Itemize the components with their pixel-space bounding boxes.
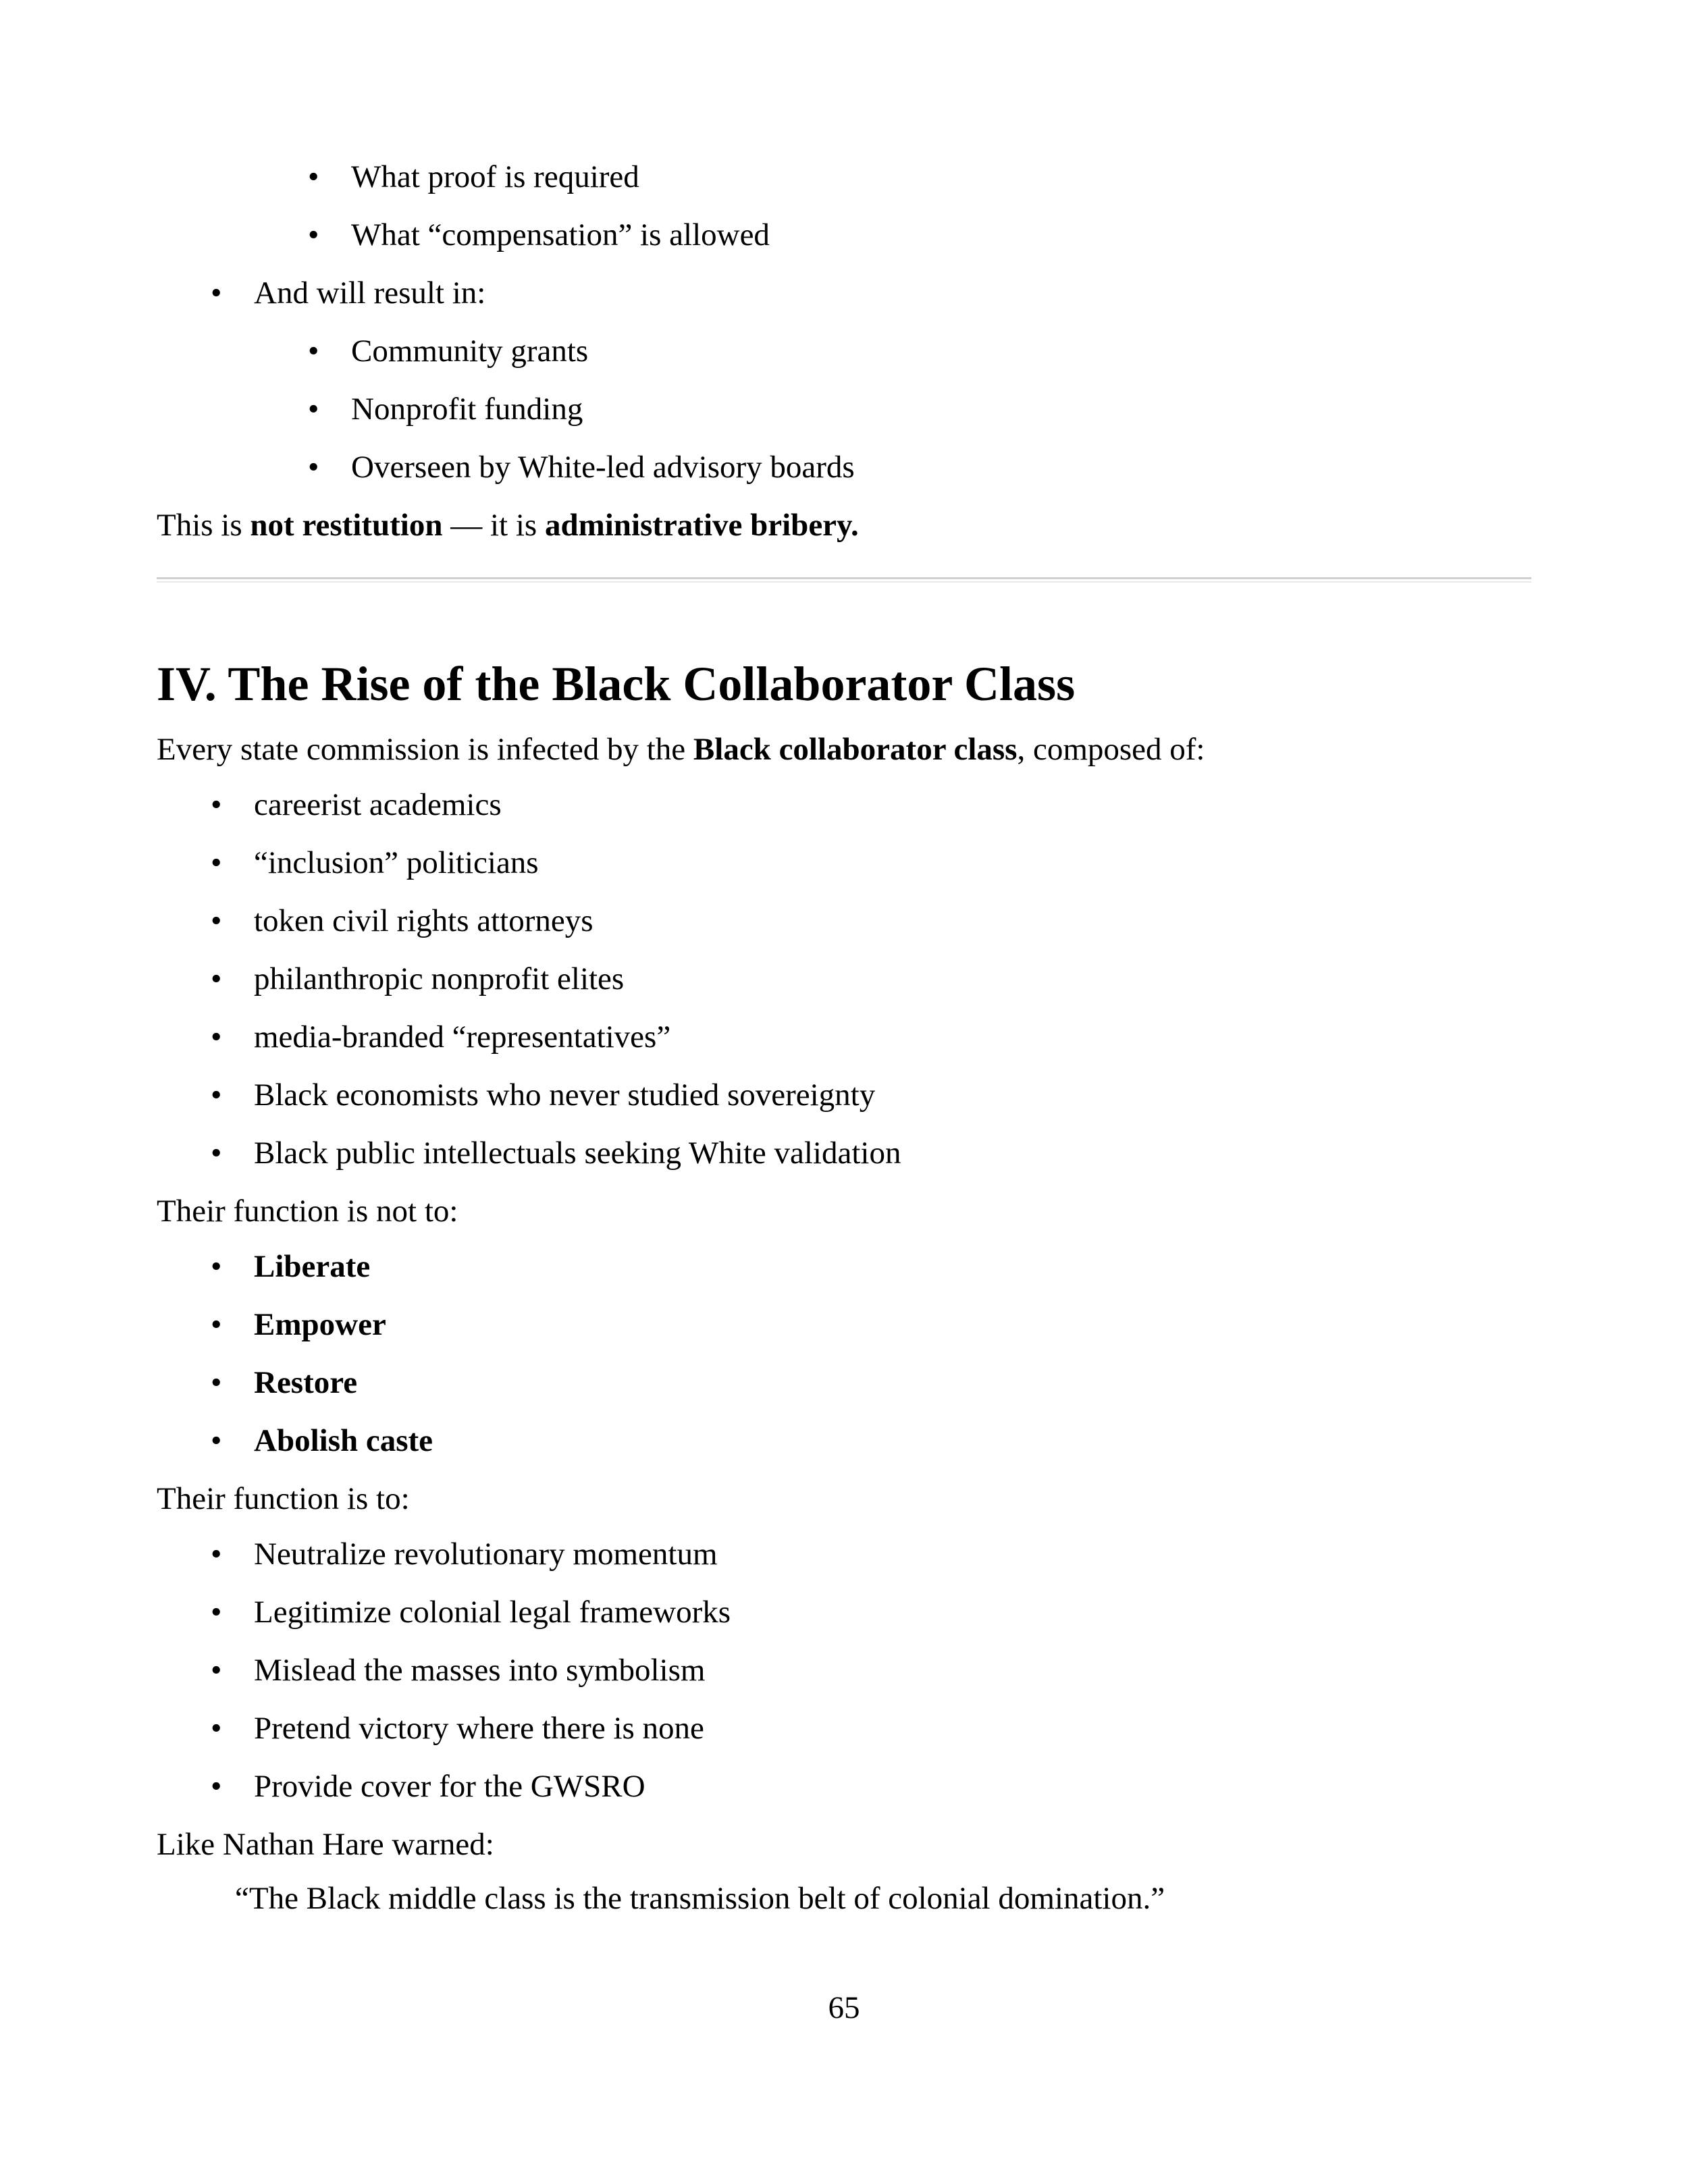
bullet: • bbox=[211, 1769, 222, 1804]
bullet: • bbox=[211, 1595, 222, 1630]
list-item: philanthropic nonprofit elites bbox=[254, 961, 625, 996]
bold-text-run: administrative bribery. bbox=[544, 508, 859, 543]
bullet: • bbox=[211, 275, 222, 311]
function-not-label: Their function is not to: bbox=[157, 1194, 458, 1229]
bullet: • bbox=[211, 1365, 222, 1400]
restitution-paragraph bbox=[157, 505, 859, 545]
list-item: What proof is required bbox=[351, 159, 639, 194]
bullet: • bbox=[211, 845, 222, 880]
bullet: • bbox=[211, 903, 222, 938]
bullet: • bbox=[308, 159, 319, 194]
bullet: • bbox=[211, 1653, 222, 1688]
bold-text-run: not restitution bbox=[250, 508, 443, 543]
list-item: Restore bbox=[254, 1365, 358, 1400]
list-item: Abolish caste bbox=[254, 1423, 433, 1458]
bullet: • bbox=[211, 787, 222, 822]
bullet: • bbox=[211, 1077, 222, 1113]
function-is-label: Their function is to: bbox=[157, 1481, 410, 1516]
list-item: Community grants bbox=[351, 334, 589, 369]
text-run: — it is bbox=[442, 508, 545, 543]
bullet: • bbox=[308, 450, 319, 485]
list-item: And will result in: bbox=[254, 275, 486, 311]
bullet: • bbox=[211, 1307, 222, 1342]
list-item: Neutralize revolutionary momentum bbox=[254, 1537, 718, 1572]
bullet: • bbox=[211, 961, 222, 996]
list-item: Legitimize colonial legal frameworks bbox=[254, 1595, 731, 1630]
list-item: Mislead the masses into symbolism bbox=[254, 1653, 706, 1688]
bullet: • bbox=[211, 1249, 222, 1284]
bullet: • bbox=[211, 1136, 222, 1171]
bullet: • bbox=[211, 1537, 222, 1572]
text-run: This is bbox=[157, 508, 250, 543]
list-item: “inclusion” politicians bbox=[254, 845, 539, 880]
list-item: Empower bbox=[254, 1307, 386, 1342]
list-item: Pretend victory where there is none bbox=[254, 1711, 704, 1746]
block-quote: “The Black middle class is the transmission belt of colonial domination.” bbox=[235, 1881, 1165, 1916]
bullet: • bbox=[211, 1423, 222, 1458]
bullet: • bbox=[308, 392, 319, 427]
horizontal-rule bbox=[157, 577, 1531, 583]
text-run: , composed of: bbox=[1017, 732, 1205, 767]
bullet: • bbox=[211, 1711, 222, 1746]
list-item: Black public intellectuals seeking White validation bbox=[254, 1136, 901, 1171]
list-item: Black economists who never studied sovereignty bbox=[254, 1077, 876, 1113]
list-item: Liberate bbox=[254, 1249, 371, 1284]
list-item: Provide cover for the GWSRO bbox=[254, 1769, 645, 1804]
bullet: • bbox=[308, 334, 319, 369]
bold-text-run: Black collaborator class bbox=[693, 732, 1018, 767]
list-item: What “compensation” is allowed bbox=[351, 217, 770, 252]
page-number: 65 bbox=[828, 1990, 860, 2025]
bullet: • bbox=[308, 217, 319, 252]
warning-label: Like Nathan Hare warned: bbox=[157, 1827, 494, 1862]
text-run: Every state commission is infected by the bbox=[157, 732, 693, 767]
list-item: careerist academics bbox=[254, 787, 502, 822]
list-item: Overseen by White-led advisory boards bbox=[351, 450, 855, 485]
intro-paragraph bbox=[157, 729, 1205, 770]
bullet: • bbox=[211, 1019, 222, 1055]
list-item: Nonprofit funding bbox=[351, 392, 583, 427]
section-heading: IV. The Rise of the Black Collaborator Class bbox=[157, 657, 1076, 711]
list-item: token civil rights attorneys bbox=[254, 903, 594, 938]
list-item: media-branded “representatives” bbox=[254, 1019, 671, 1055]
